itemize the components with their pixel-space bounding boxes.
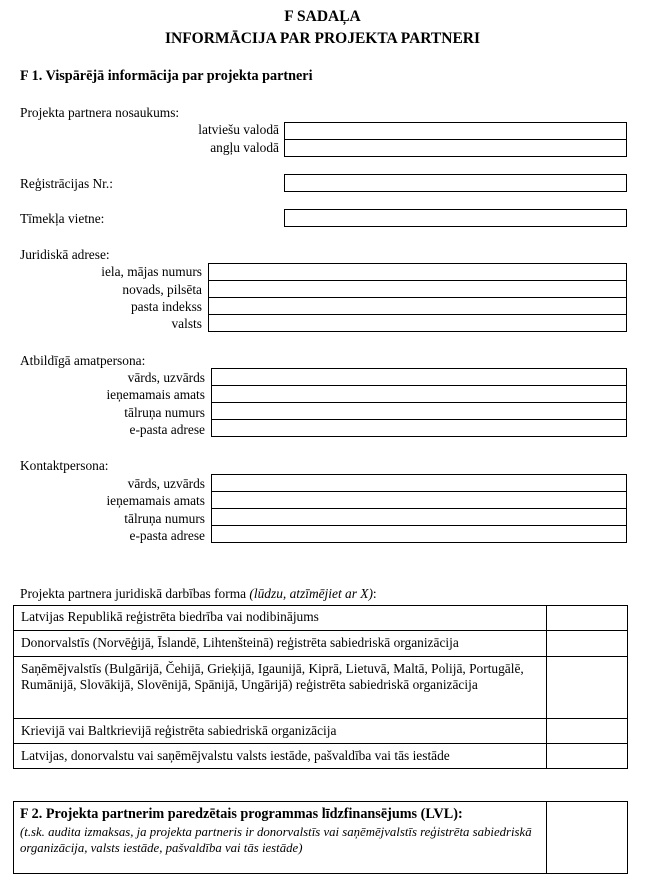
- address-city-field[interactable]: [208, 280, 627, 298]
- responsible-email-field[interactable]: [211, 419, 627, 437]
- address-country-label: valsts: [171, 316, 202, 331]
- address-label: Juridiskā adrese:: [20, 247, 110, 262]
- legal-form-table: [13, 605, 628, 769]
- contact-position-field[interactable]: [211, 491, 627, 509]
- website-label: Tīmekļa vietne:: [20, 211, 105, 226]
- contact-name-field[interactable]: [211, 474, 627, 492]
- section-title: F SADAĻA: [284, 8, 361, 25]
- legal-form-option-3: [13, 656, 547, 719]
- contact-label: Kontaktpersona:: [20, 458, 109, 473]
- address-street-field[interactable]: [208, 263, 627, 281]
- legal-form-mark-4[interactable]: [546, 718, 628, 744]
- registration-field[interactable]: [284, 174, 627, 192]
- name-en-field[interactable]: [284, 139, 627, 157]
- address-postcode-label: pasta indekss: [130, 299, 202, 314]
- responsible-email-label: e-pasta adrese: [129, 422, 205, 437]
- legal-form-option-text: Krievijā vai Baltkrievijā reģistrēta sabiedriskā organizācija: [21, 723, 337, 738]
- legal-form-option-4: [13, 718, 547, 744]
- legal-form-option-text: Latvijas Republikā reģistrēta biedrība vai nodibinājums: [21, 609, 319, 624]
- contact-position-label: ieņemamais amats: [106, 493, 205, 508]
- f2-table: [13, 801, 628, 874]
- responsible-phone-field[interactable]: [211, 402, 627, 420]
- f2-heading: F 2. Projekta partnerim paredzētais programmas līdzfinansējums (LVL):: [20, 806, 463, 822]
- responsible-position-label: ieņemamais amats: [106, 387, 205, 402]
- responsible-phone-label: tālruņa numurs: [124, 405, 205, 420]
- legal-form-option-text: Saņēmējvalstīs (Bulgārijā, Čehijā, Grieķijā, Igaunijā, Kiprā, Lietuvā, Maltā, Polijā, Portugālē, Rumānijā, Slovākijā, Slovēnijā, Spānijā, Ungārijā) reģistrēta sabiedriskā organizācija: [21, 661, 524, 692]
- legal-form-label: Projekta partnera juridiskā darbības forma (lūdzu, atzīmējiet ar X):: [20, 586, 377, 601]
- address-postcode-field[interactable]: [208, 297, 627, 315]
- f2-amount-field[interactable]: [546, 801, 628, 874]
- responsible-name-label: vārds, uzvārds: [127, 370, 205, 385]
- responsible-name-field[interactable]: [211, 368, 627, 386]
- legal-form-option-text: Donorvalstīs (Norvēģijā, Īslandē, Lihtenšteinā) reģistrēta sabiedriskā organizācija: [21, 635, 459, 650]
- legal-form-mark-3[interactable]: [546, 656, 628, 719]
- legal-form-option-5: [13, 743, 547, 769]
- legal-form-option-1: [13, 605, 547, 631]
- partner-name-label: Projekta partnera nosaukums:: [20, 105, 180, 120]
- f1-heading: F 1. Vispārējā informācija par projekta partneri: [20, 68, 313, 84]
- legal-form-mark-1[interactable]: [546, 605, 628, 631]
- f2-note: (t.sk. audita izmaksas, ja projekta partneris ir donorvalstīs vai saņēmējvalstīs reģistrēta sabiedriskā organizācija, valsts iestāde, pašvaldība vai tās iestāde): [20, 825, 532, 855]
- name-en-label: angļu valodā: [210, 140, 279, 155]
- name-lv-label: latviešu valodā: [198, 122, 279, 137]
- f2-label-cell: [13, 801, 547, 874]
- contact-phone-label: tālruņa numurs: [124, 511, 205, 526]
- address-street-label: iela, mājas numurs: [101, 264, 202, 279]
- name-lv-field[interactable]: [284, 122, 627, 140]
- responsible-position-field[interactable]: [211, 385, 627, 403]
- contact-phone-field[interactable]: [211, 508, 627, 526]
- legal-form-note: (lūdzu, atzīmējiet ar X): [249, 586, 373, 601]
- legal-form-mark-5[interactable]: [546, 743, 628, 769]
- legal-form-option-2: [13, 630, 547, 657]
- legal-form-mark-2[interactable]: [546, 630, 628, 657]
- contact-name-label: vārds, uzvārds: [127, 476, 205, 491]
- responsible-label: Atbildīgā amatpersona:: [20, 353, 146, 368]
- address-country-field[interactable]: [208, 314, 627, 332]
- address-city-label: novads, pilsēta: [122, 282, 202, 297]
- website-field[interactable]: [284, 209, 627, 227]
- contact-email-label: e-pasta adrese: [129, 528, 205, 543]
- registration-label: Reģistrācijas Nr.:: [20, 176, 113, 191]
- section-subtitle: INFORMĀCIJA PAR PROJEKTA PARTNERI: [164, 30, 481, 47]
- legal-form-option-text: Latvijas, donorvalstu vai saņēmējvalstu valsts iestāde, pašvaldība vai tās iestāde: [21, 748, 450, 763]
- contact-email-field[interactable]: [211, 525, 627, 543]
